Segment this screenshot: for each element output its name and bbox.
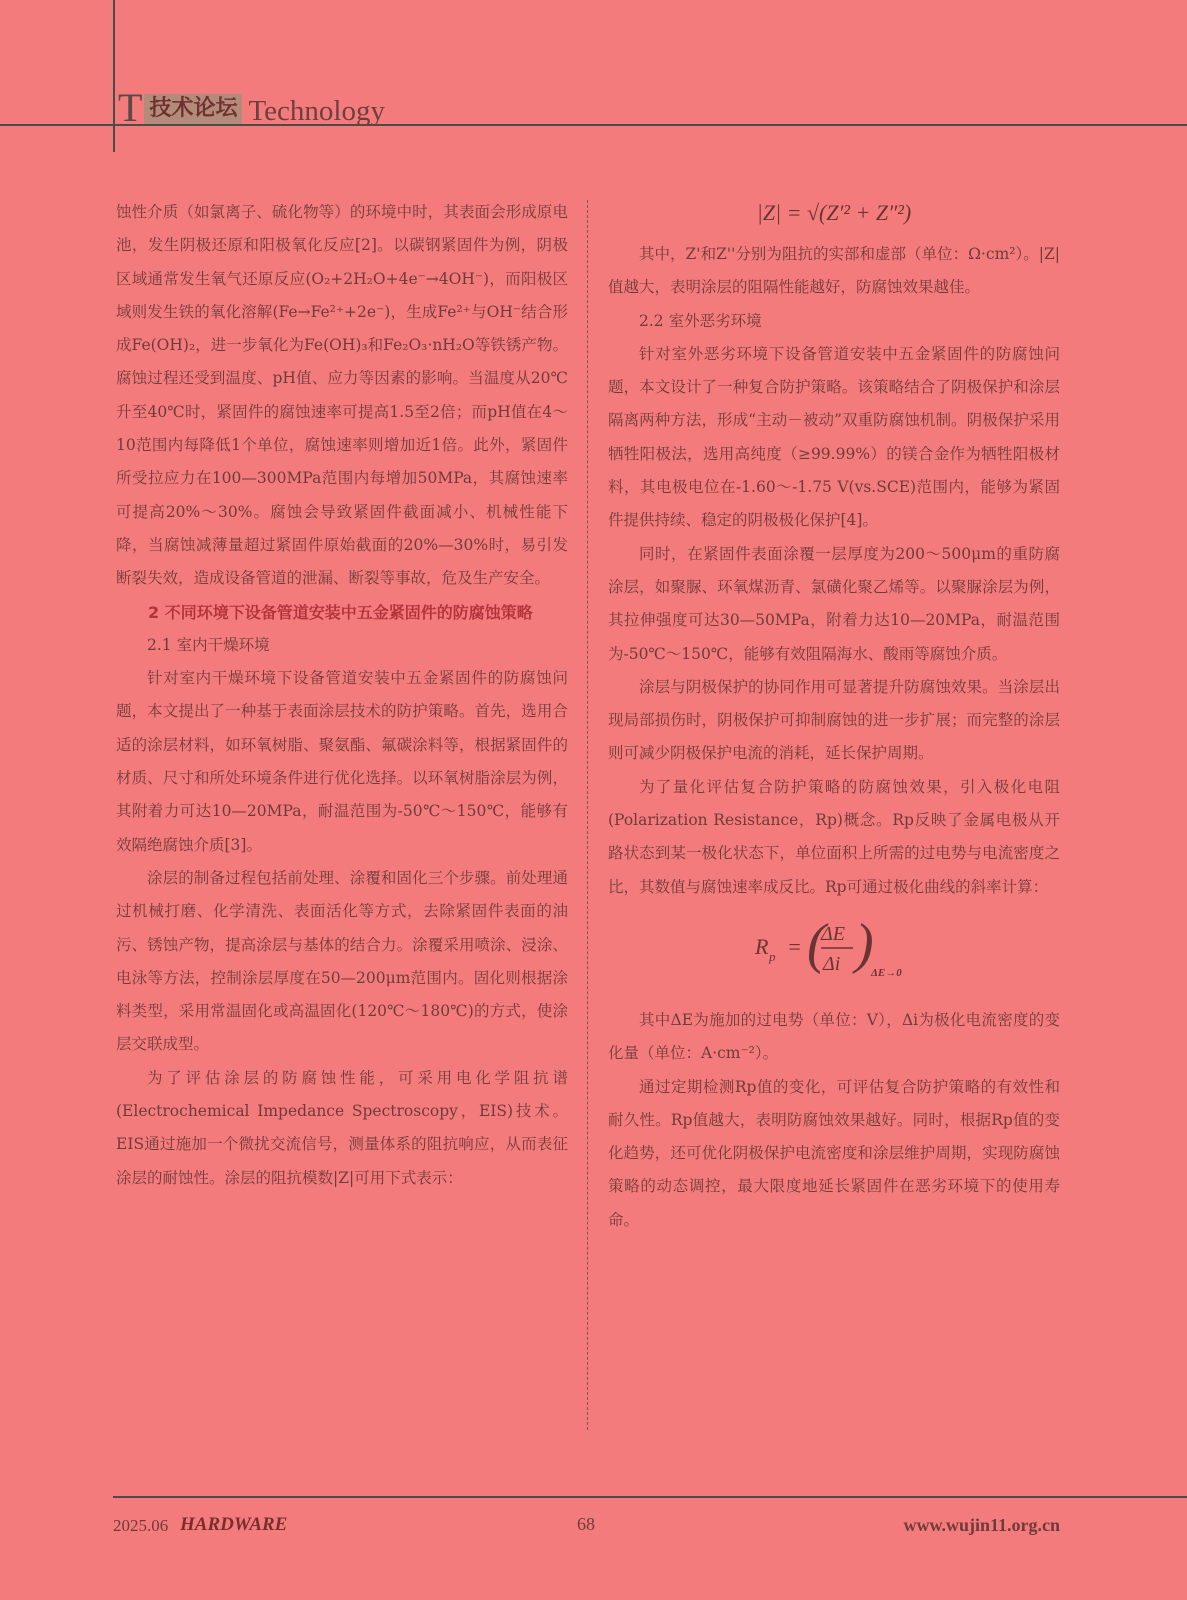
section-title-en: Technology: [248, 95, 385, 127]
paragraph: 为了评估涂层的防腐蚀性能，可采用电化学阻抗谱(Electrochemical Impedance Spectroscopy，EIS)技术。EIS通过施加一个微扰交流信号，测量体系的阻抗响应，从而表征涂层的耐蚀性。涂层的阻抗模数|Z|可用下式表示：: [116, 1068, 568, 1187]
header-vertical-rule: [113, 0, 115, 152]
formula-denominator: Δi: [823, 952, 841, 975]
footer-rule: [113, 1496, 1187, 1498]
right-column: [608, 196, 1060, 1237]
website-url: www.wujin11.org.cn: [903, 1515, 1060, 1535]
impedance-formula: |Z| = √(Z′² + Z″²): [756, 200, 912, 225]
polarization-resistance-formula: [608, 904, 1060, 1004]
paragraph: 其中，Z'和Z''分别为阻抗的实部和虚部（单位：Ω·cm²）。|Z|值越大，表明涂层的阻隔性能越好，防腐蚀效果越佳。: [608, 245, 1060, 297]
formula-limit: ΔE→0: [871, 966, 902, 979]
paragraph: 针对室内干燥环境下设备管道安装中五金紧固件的防腐蚀问题，本文提出了一种基于表面涂层技术的防护策略。首先，选用合适的涂层材料，如环氧树脂、聚氨酯、氟碳涂料等，根据紧固件的材质、尺寸和所处环境条件进行优化选择。以环氧树脂涂层为例，其附着力可达10—20MPa，耐温范围为-50℃～150℃，能够有效隔绝腐蚀介质[3]。: [116, 669, 568, 854]
section-header: [118, 85, 385, 130]
section-badge: 技术论坛: [144, 94, 242, 124]
formula-graphic: [749, 914, 919, 994]
section-logo-letter: T: [118, 85, 143, 130]
section-heading: 2 不同环境下设备管道安装中五金紧固件的防腐蚀策略: [148, 602, 533, 622]
magazine-name: HARDWARE: [180, 1514, 288, 1535]
formula-lhs: R: [755, 933, 769, 959]
paragraph: 涂层的制备过程包括前处理、涂覆和固化三个步骤。前处理通过机械打磨、化学清洗、表面活化等方式，去除紧固件表面的油污、锈蚀产物，提高涂层与基体的结合力。涂覆采用喷涂、浸涂、电泳等方法，控制涂层厚度在50—200μm范围内。固化则根据涂料类型，采用常温固化或高温固化(120℃～180℃)的方式，使涂层交联成型。: [116, 868, 568, 1054]
formula-left-paren: (: [807, 913, 826, 975]
paragraph: 蚀性介质（如氯离子、硫化物等）的环境中时，其表面会形成原电池，发生阴极还原和阳极氧化反应[2]。以碳钢紧固件为例，阴极区域通常发生氧气还原反应(O₂+2H₂O+4e⁻→4OH⁻)，而阳极区域则发生铁的氧化溶解(Fe→Fe²⁺+2e⁻)，生成Fe²⁺与OH⁻结合形成Fe(OH)₂，进一步氧化为Fe(OH)₃和Fe₂O₃·nH₂O等铁锈产物。腐蚀过程还受到温度、pH值、应力等因素的影响。当温度从20℃升至40℃时，紧固件的腐蚀速率可提高1.5至2倍；而pH值在4～10范围内每降低1个单位，腐蚀速率则增加近1倍。此外，紧固件所受拉应力在100—300MPa范围内每增加50MPa，其腐蚀速率可提高20%～30%。腐蚀会导致紧固件截面减小、机械性能下降，当腐蚀减薄量超过紧固件原始截面的20%—30%时，易引发断裂失效，造成设备管道的泄漏、断裂等事故，危及生产安全。: [116, 203, 568, 588]
paragraph: 同时，在紧固件表面涂覆一层厚度为200～500μm的重防腐涂层，如聚脲、环氧煤沥青、氯磺化聚乙烯等。以聚脲涂层为例，其拉伸强度可达30—50MPa，附着力达10—20MPa，耐温范围为-50℃～150℃，能够有效阻隔海水、酸雨等腐蚀介质。: [608, 544, 1060, 663]
left-column: [116, 196, 568, 1195]
page-number: 68: [577, 1514, 595, 1534]
formula-right-paren: ): [855, 913, 874, 975]
formula-equals: =: [787, 933, 802, 959]
paragraph: 为了量化评估复合防护策略的防腐蚀效果，引入极化电阻(Polarization Resistance，Rp)概念。Rp反映了金属电极从开路状态到某一极化状态下，单位面积上所需的过电势与电流密度之比，其数值与腐蚀速率成反比。Rp可通过极化曲线的斜率计算：: [608, 777, 1060, 896]
subsection-heading: 2.2 室外恶劣环境: [639, 311, 762, 330]
subsection-heading: 2.1 室内干燥环境: [147, 635, 270, 654]
paragraph: 涂层与阴极保护的协同作用可显著提升防腐蚀效果。当涂层出现局部损伤时，阴极保护可抑制腐蚀的进一步扩展；而完整的涂层则可减少阴极保护电流的消耗，延长保护周期。: [608, 677, 1060, 763]
paragraph: 针对室外恶劣环境下设备管道安装中五金紧固件的防腐蚀问题，本文设计了一种复合防护策略。该策略结合了阴极保护和涂层隔离两种方法，形成“主动－被动”双重防腐蚀机制。阴极保护采用牺牲阳极法，选用高纯度（≥99.99%）的镁合金作为牺牲阳极材料，其电极电位在-1.60～-1.75 V(vs.SCE)范围内，能够为紧固件提供持续、稳定的阴极极化保护[4]。: [608, 344, 1060, 530]
formula-lhs-subscript: p: [769, 948, 776, 964]
column-divider: [587, 200, 588, 1430]
paragraph: 其中ΔE为施加的过电势（单位：V），Δi为极化电流密度的变化量（单位：A·cm⁻²）。: [608, 1010, 1060, 1063]
formula-numerator: ΔE: [821, 922, 845, 945]
paragraph: 通过定期检测Rp值的变化，可评估复合防护策略的有效性和耐久性。Rp值越大，表明防腐蚀效果越好。同时，根据Rp值的变化趋势，还可优化阴极保护电流密度和涂层维护周期，实现防腐蚀策略的动态调控，最大限度地延长紧固件在恶劣环境下的使用寿命。: [608, 1077, 1060, 1229]
issue-date: 2025.06: [113, 1516, 169, 1535]
